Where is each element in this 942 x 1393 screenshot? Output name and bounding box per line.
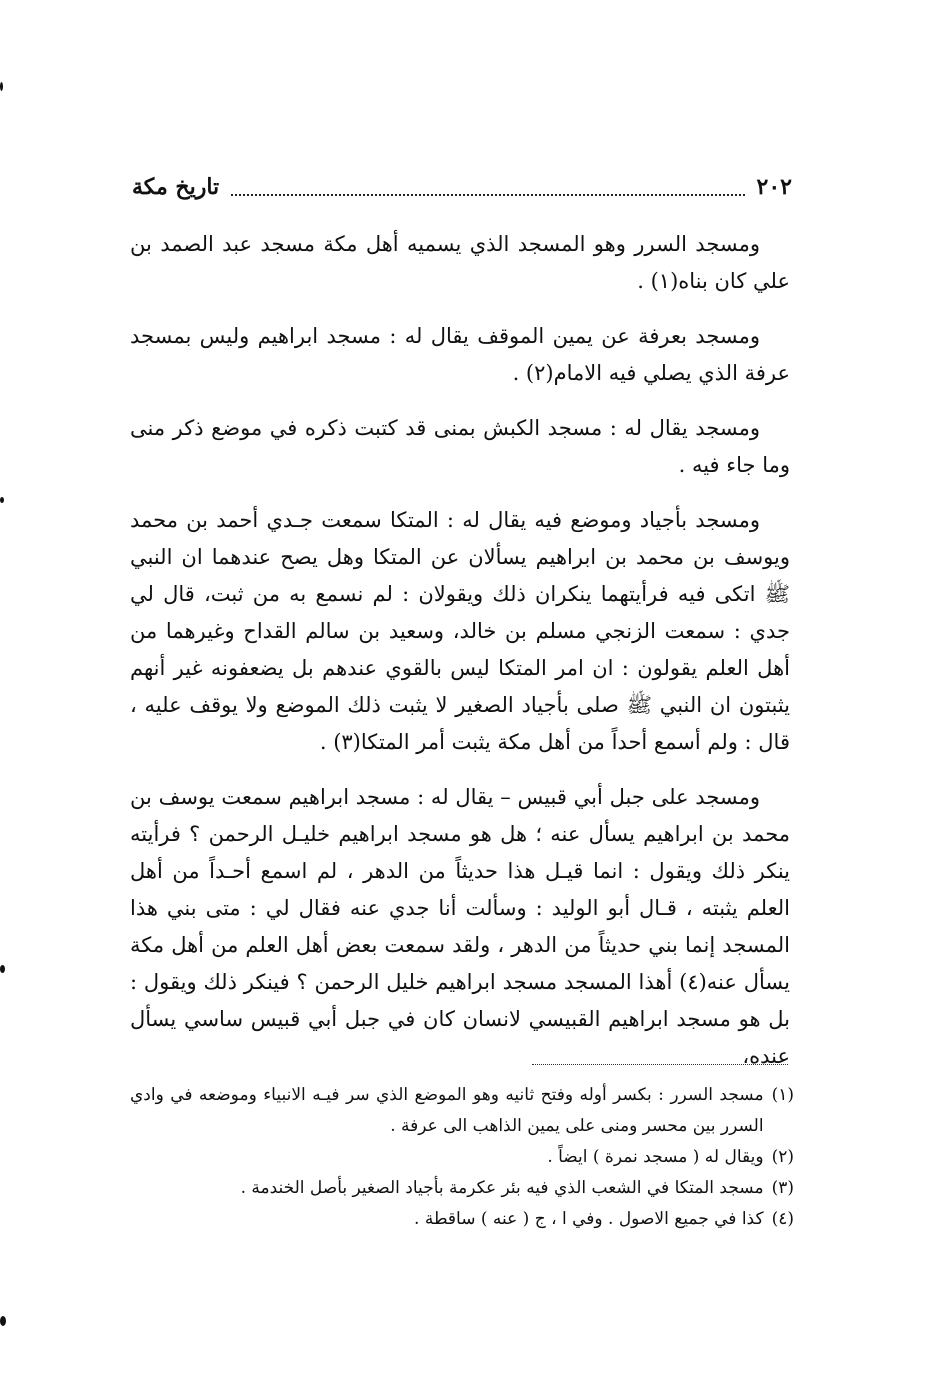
- footnote-text: مسجد السرر : بكسر أوله وفتح ثانيه وهو الموضع الذي سر فيـه الانبياء وموضعه في وادي السرر بين محسر ومنى على يمين الذاهب الى عرفة .: [130, 1085, 764, 1136]
- footnote: [130, 1204, 794, 1235]
- scan-speck: [0, 82, 3, 91]
- footnote-separator: [532, 1064, 788, 1065]
- scan-speck: [0, 497, 4, 503]
- footnote-number: (٢): [771, 1147, 794, 1167]
- paragraph: ومسجد يقال له : مسجد الكبش بمنى قد كتبت ذكره في موضع ذكر منى وما جاء فيه .: [130, 416, 790, 477]
- page-header: [132, 170, 792, 204]
- footnotes: [130, 1080, 794, 1235]
- page-number: ٢٠٢: [756, 174, 792, 200]
- paragraph: ومسجد على جبل أبي قبيس – يقال له : مسجد ابراهيم سمعت يوسف بن محمد بن ابراهيم يسأل عنه ؛ هل هو مسجد ابراهيم خليـل الرحمن ؟ فرأيته ينكر ذلك ويقول : انما قيـل هذا حديثاً من الدهر ، لم اسمع أحـداً من أهل العلم يثبته ، قـال أبو الوليد : وسألت أنا جدي عنه فقال لي : متى بني هذا المسجد إنما بني حديثاً من الدهر ، ولقد سمعت بعض أهل العلم من أهل مكة يسأل عنه(٤) أهذا المسجد مسجد ابراهيم خليل الرحمن ؟ فينكر ذلك ويقول : بل هو مسجد ابراهيم القبيسي لانسان كان في جبل أبي قبيس ساسي يسأل عنده،: [130, 785, 790, 1068]
- footnote-number: (٣): [771, 1178, 794, 1198]
- footnote-number: (٤): [771, 1209, 794, 1229]
- main-text: [130, 226, 790, 1093]
- paragraph: ومسجد بأجياد وموضع فيه يقال له : المتكا سمعت جـدي أحمد بن محمد ويوسف بن محمد بن ابراهيم يسألان عن المتكا وهل يصح عندهما ان النبي ﷺ اتكى فيه فرأيتهما ينكران ذلك ويقولان : لم نسمع به من ثبت، قال لي جدي : سمعت الزنجي مسلم بن خالد، وسعيد بن سالم القداح وغيرهما من أهل العلم يقولون : ان امر المتكا ليس بالقوي عندهم بل يضعفونه غير أنهم يثبتون ان النبي ﷺ صلى بأجياد الصغير لا يثبت ذلك الموضع ولا يوقف عليه ، قال : ولم أسمع أحداً من أهل مكة يثبت أمر المتكا(٣) .: [130, 508, 790, 754]
- footnote: [130, 1080, 794, 1142]
- paragraph: ومسجد بعرفة عن يمين الموقف يقال له : مسجد ابراهيم وليس بمسجد عرفة الذي يصلي فيه الامام(٢) .: [130, 324, 790, 385]
- header-dotted-leader: [231, 194, 744, 196]
- footnote: [130, 1142, 794, 1173]
- running-title: تاريخ مكة: [132, 174, 220, 200]
- footnote: [130, 1173, 794, 1204]
- footnote-text: كذا في جميع الاصول . وفي ا ، ج ( عنه ) ساقطة .: [414, 1209, 764, 1229]
- scan-speck: [0, 965, 5, 973]
- footnote-text: مسجد المتكا في الشعب الذي فيه بئر عكرمة بأجياد الصغير بأصل الخندمة .: [240, 1178, 764, 1198]
- paragraph: ومسجد السرر وهو المسجد الذي يسميه أهل مكة مسجد عبد الصمد بن علي كان بناه(١) .: [130, 232, 790, 293]
- scan-speck: [0, 1316, 6, 1326]
- footnote-number: (١): [771, 1085, 794, 1105]
- footnote-text: ويقال له ( مسجد نمرة ) ايضاً .: [547, 1147, 764, 1167]
